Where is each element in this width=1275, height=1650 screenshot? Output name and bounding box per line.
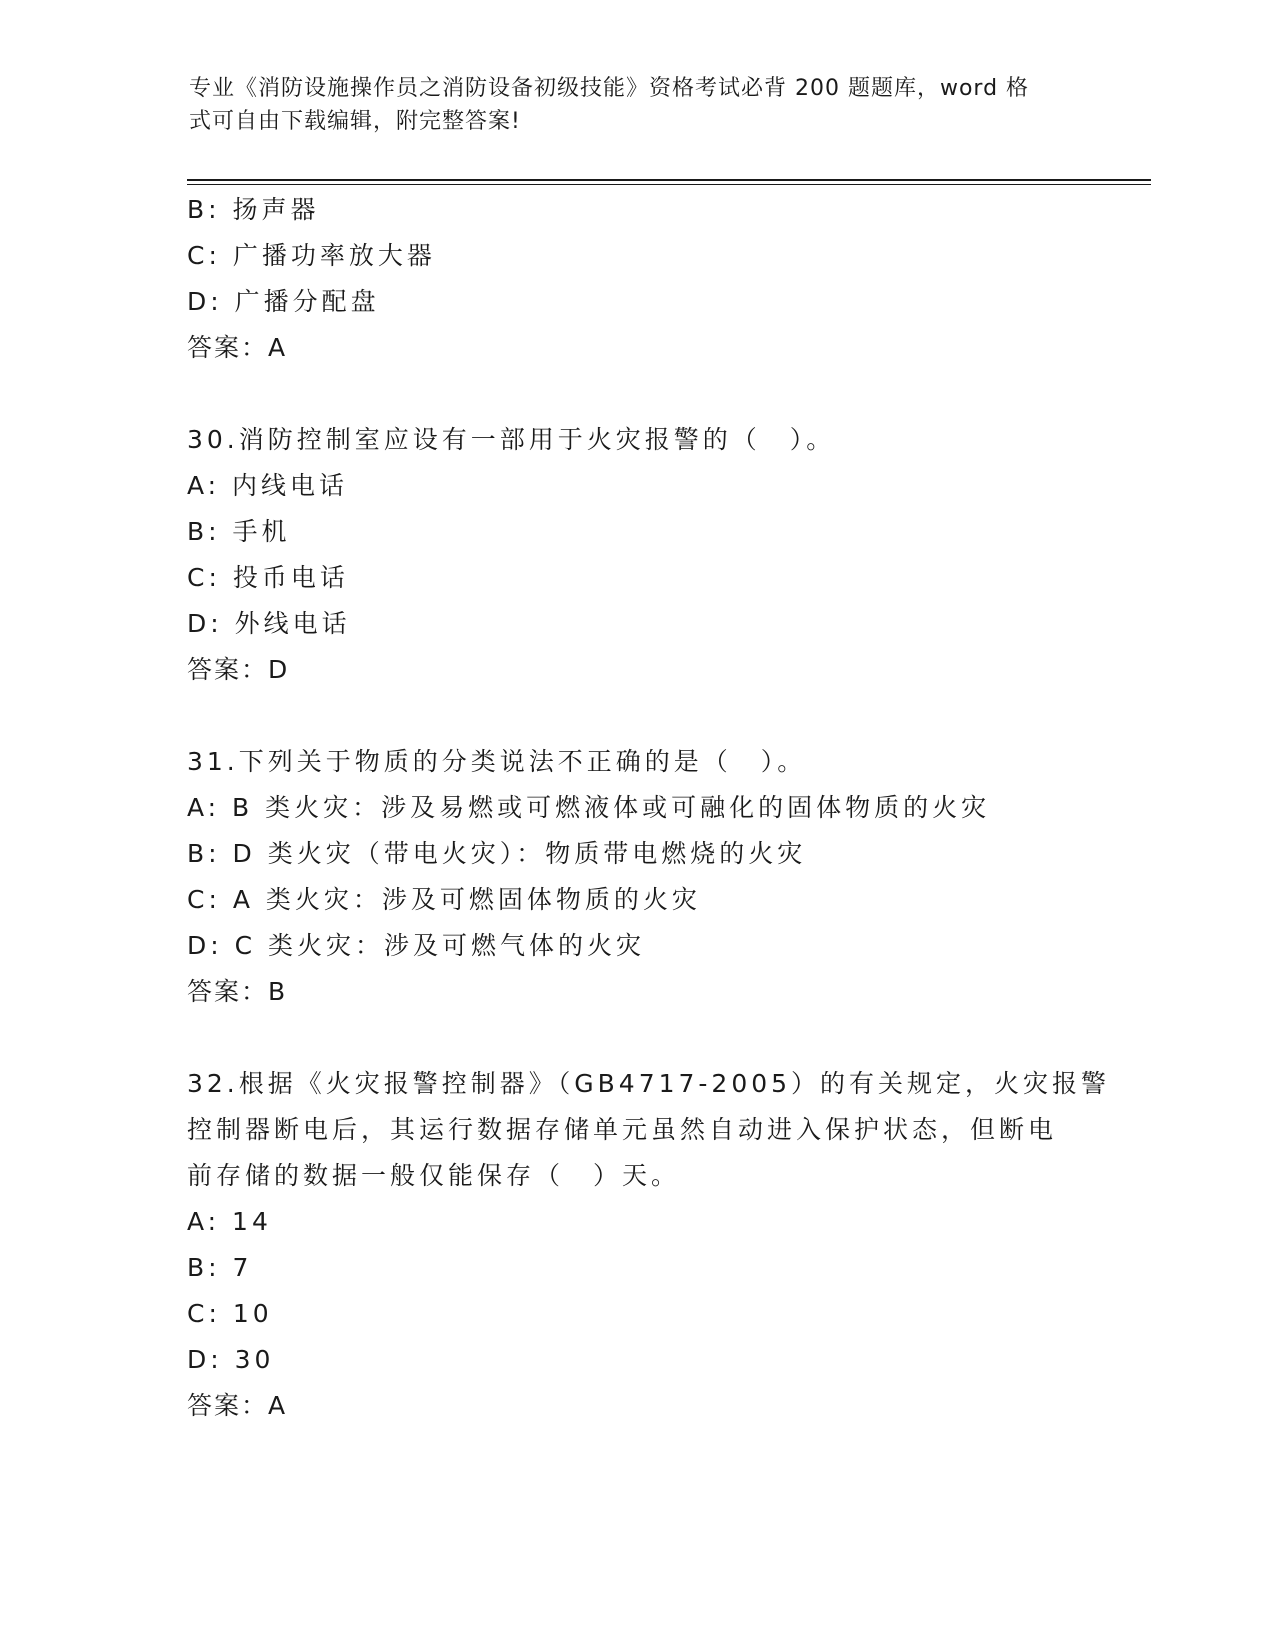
- q32-option-a: A: 14: [187, 1207, 272, 1236]
- q31-option-b: B: D 类火灾（带电火灾）：物质带电燃烧的火灾: [187, 839, 807, 868]
- q32-answer: 答案：A: [187, 1391, 288, 1420]
- q29-answer: 答案：A: [187, 333, 288, 362]
- q30-option-b: B: 手机: [187, 517, 291, 546]
- q30-option-d: D: 外线电话: [187, 609, 351, 638]
- q32-stem-line-3: 前存储的数据一般仅能保存（ ）天。: [187, 1161, 681, 1190]
- q32-option-c: C: 10: [187, 1299, 273, 1328]
- question-29-tail: [187, 187, 1067, 371]
- q30-stem: 30.消防控制室应设有一部用于火灾报警的（ ）。: [187, 425, 836, 454]
- q31-option-a: A: B 类火灾：涉及易燃或可燃液体或可融化的固体物质的火灾: [187, 793, 991, 822]
- header-divider-thick: [187, 179, 1151, 181]
- q29-option-b: B: 扬声器: [187, 195, 320, 224]
- spacer: [187, 371, 1067, 417]
- q31-option-d: D: C 类火灾：涉及可燃气体的火灾: [187, 931, 646, 960]
- spacer: [187, 693, 1067, 739]
- q31-option-c: C: A 类火灾：涉及可燃固体物质的火灾: [187, 885, 701, 914]
- spacer: [187, 1015, 1067, 1061]
- q31-answer: 答案：B: [187, 977, 288, 1006]
- q32-stem-line-1: 32.根据《火灾报警控制器》（GB4717-2005）的有关规定，火灾报警: [187, 1069, 1111, 1098]
- header-divider-thin: [187, 184, 1151, 185]
- q32-stem-line-2: 控制器断电后，其运行数据存储单元虽然自动进入保护状态，但断电: [187, 1115, 1058, 1144]
- question-list: [187, 187, 1111, 1429]
- document-header: [189, 72, 1069, 138]
- question-30: [187, 417, 1067, 693]
- q32-option-d: D: 30: [187, 1345, 275, 1374]
- q29-option-c: C: 广播功率放大器: [187, 241, 436, 270]
- header-line-2: 式可自由下载编辑，附完整答案!: [189, 109, 521, 134]
- question-32: [187, 1061, 1111, 1429]
- q32-option-b: B: 7: [187, 1253, 253, 1282]
- q30-option-c: C: 投币电话: [187, 563, 349, 592]
- question-31: [187, 739, 1067, 1015]
- q29-option-d: D: 广播分配盘: [187, 287, 380, 316]
- header-line-1: 专业《消防设施操作员之消防设备初级技能》资格考试必背 200 题题库，word 格: [189, 76, 1030, 101]
- q30-option-a: A: 内线电话: [187, 471, 349, 500]
- q30-answer: 答案：D: [187, 655, 290, 684]
- q31-stem: 31.下列关于物质的分类说法不正确的是（ ）。: [187, 747, 807, 776]
